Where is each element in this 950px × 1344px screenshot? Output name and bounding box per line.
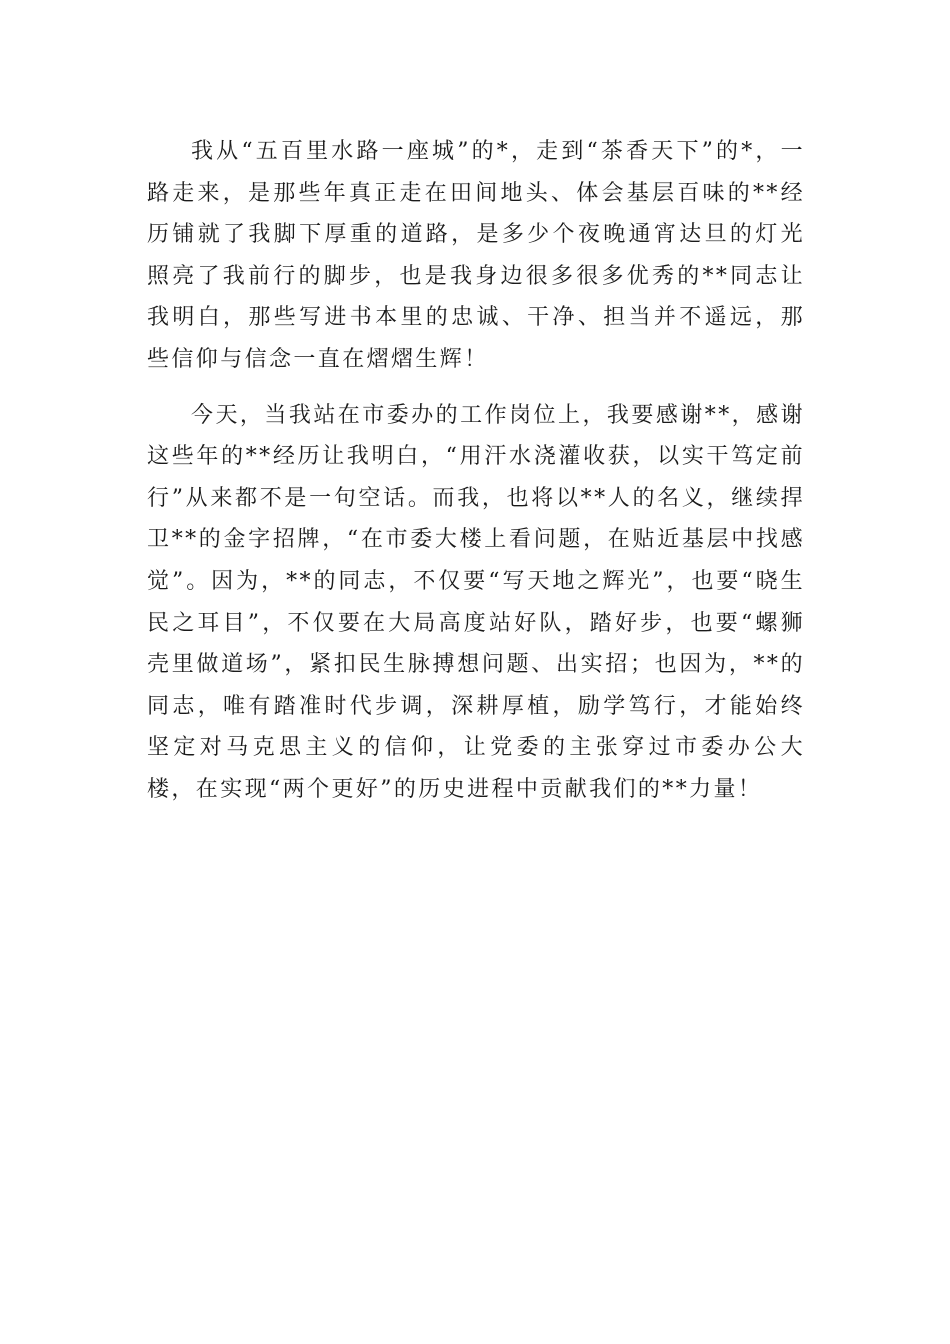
document-body [147,131,805,811]
paragraph-1: 我从“五百里水路一座城”的*，走到“茶香天下”的*，一路走来，是那些年真正走在田间地头、体会基层百味的**经历铺就了我脚下厚重的道路，是多少个夜晚通宵达旦的灯光照亮了我前行的脚步，也是我身边很多很多优秀的**同志让我明白，那些写进书本里的忠诚、干净、担当并不遥远，那些信仰与信念一直在熠熠生辉！ [147,139,805,372]
paragraph-2: 今天，当我站在市委办的工作岗位上，我要感谢**，感谢这些年的**经历让我明白，“用汗水浇灌收获，以实干笃定前行”从来都不是一句空话。而我，也将以**人的名义，继续捍卫**的金字招牌，“在市委大楼上看问题，在贴近基层中找感觉”。因为，**的同志，不仅要“写天地之辉光”，也要“晓生民之耳目”，不仅要在大局高度站好队，踏好步，也要“螺狮壳里做道场”，紧扣民生脉搏想问题、出实招；也因为，**的同志，唯有踏准时代步调，深耕厚植，励学笃行，才能始终坚定对马克思主义的信仰，让党委的主张穿过市委办公大楼，在实现“两个更好”的历史进程中贡献我们的**力量！ [147,402,805,802]
